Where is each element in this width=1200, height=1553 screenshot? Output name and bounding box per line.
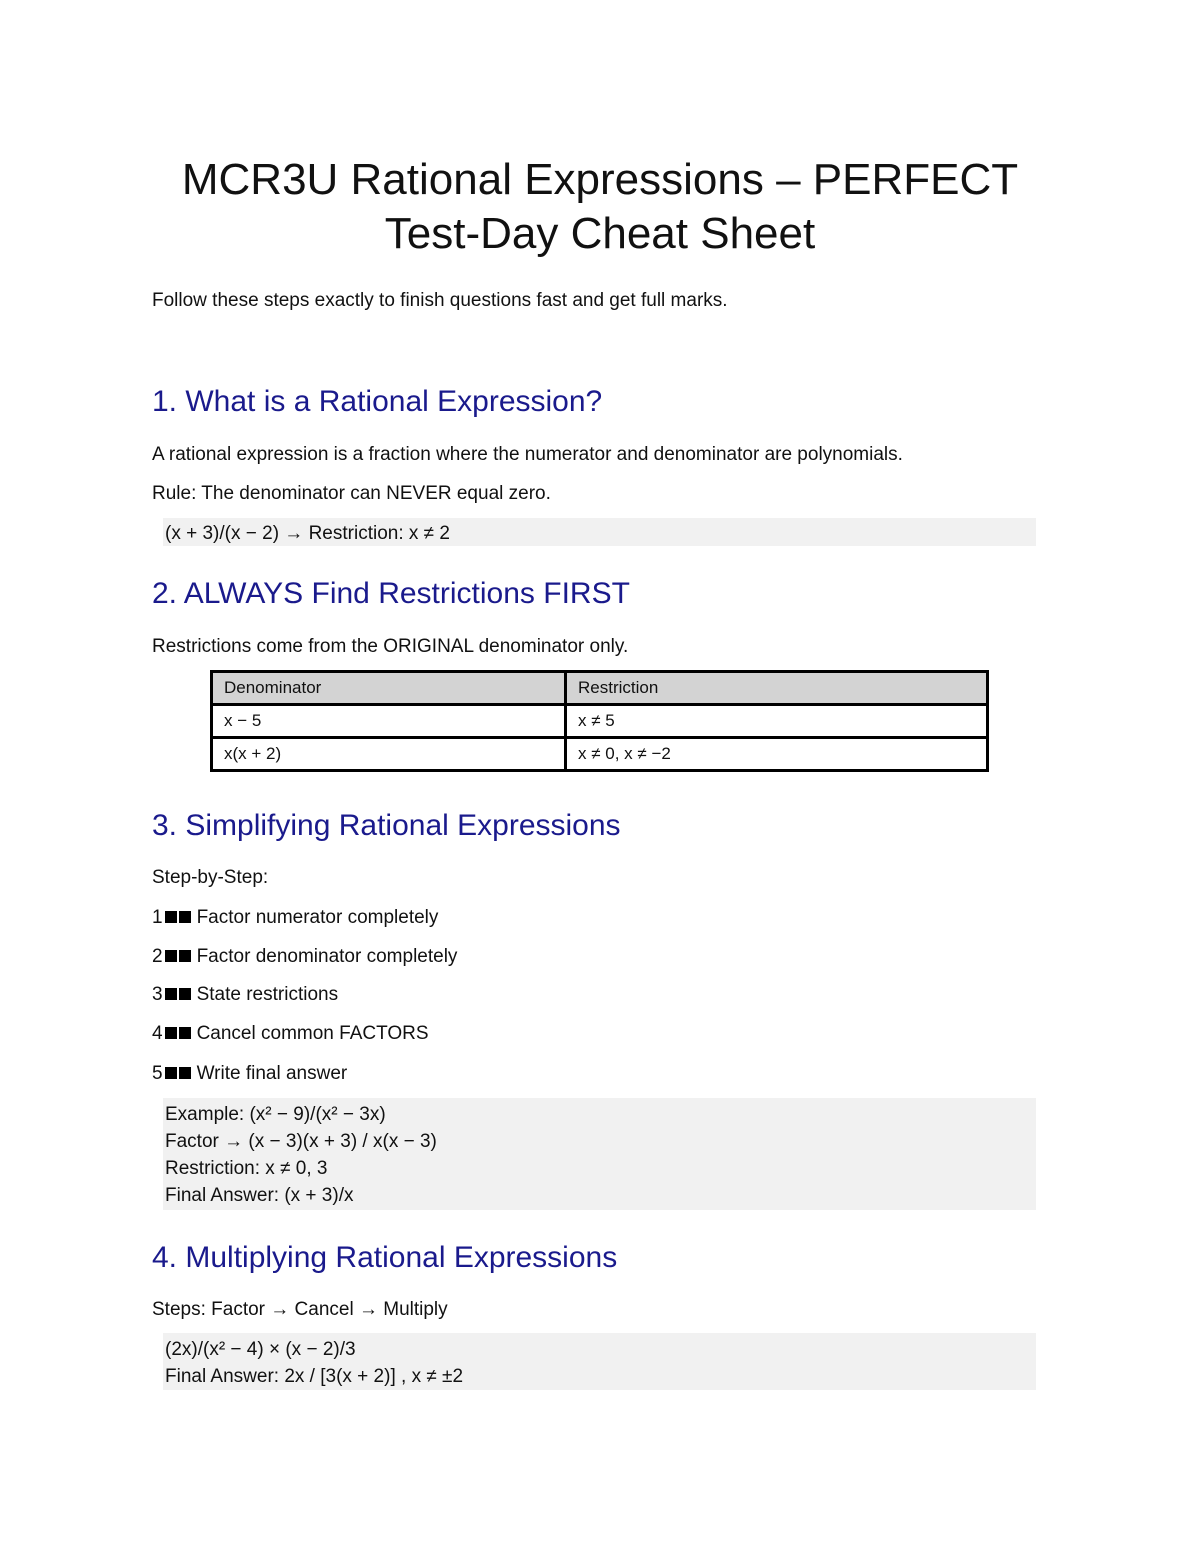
- section-4-paragraph: Steps: Factor → Cancel → Multiply: [152, 1299, 448, 1320]
- step-marker-icon: [163, 1022, 191, 1046]
- step-number: 4: [152, 1023, 163, 1044]
- section-2-paragraph: Restrictions come from the ORIGINAL denominator only.: [152, 636, 629, 657]
- step-item: [152, 945, 457, 969]
- step-item: [152, 983, 338, 1007]
- section-1-example-box: [163, 518, 1036, 546]
- table-header-denominator: Denominator: [212, 672, 566, 705]
- table-header-row: [212, 672, 988, 705]
- table-cell: x ≠ 0, x ≠ −2: [566, 738, 988, 771]
- section-4-heading: 4. Multiplying Rational Expressions: [152, 1241, 618, 1274]
- section-3-example-box: [163, 1098, 1036, 1210]
- section-2-heading: 2. ALWAYS Find Restrictions FIRST: [152, 577, 630, 610]
- table-cell: x ≠ 5: [566, 705, 988, 738]
- step-number: 1: [152, 907, 163, 928]
- step-marker-icon: [163, 983, 191, 1007]
- section-4-example-box: [163, 1333, 1036, 1390]
- step-text: Write final answer: [196, 1063, 348, 1084]
- step-item: [152, 1062, 347, 1086]
- table-cell: x − 5: [212, 705, 566, 738]
- step-text: Factor denominator completely: [196, 946, 458, 967]
- table-row: [212, 705, 988, 738]
- example-line: Example: (x² − 9)/(x² − 3x): [165, 1104, 386, 1125]
- step-number: 3: [152, 984, 163, 1005]
- section-1-heading: 1. What is a Rational Expression?: [152, 385, 603, 418]
- section-1-paragraph-1: A rational expression is a fraction where the numerator and denominator are polynomials.: [152, 444, 903, 465]
- step-text: Cancel common FACTORS: [196, 1023, 429, 1044]
- step-item: [152, 1022, 429, 1046]
- step-text: Factor numerator completely: [196, 907, 439, 928]
- step-marker-icon: [163, 906, 191, 930]
- step-marker-icon: [163, 1062, 191, 1086]
- example-line: Restriction: x ≠ 0, 3: [165, 1158, 328, 1179]
- example-line: (2x)/(x² − 4) × (x − 2)/3: [165, 1339, 356, 1360]
- table-header-restriction: Restriction: [566, 672, 988, 705]
- section-1-paragraph-2: Rule: The denominator can NEVER equal zero.: [152, 483, 551, 504]
- intro-text: Follow these steps exactly to finish questions fast and get full marks.: [152, 290, 728, 311]
- section-3-subheading: Step-by-Step:: [152, 867, 269, 888]
- title-line-1: MCR3U Rational Expressions – PERFECT: [181, 155, 1019, 204]
- restrictions-table: [210, 670, 989, 772]
- step-number: 2: [152, 946, 163, 967]
- table-cell: x(x + 2): [212, 738, 566, 771]
- title-line-2: Test-Day Cheat Sheet: [384, 209, 816, 258]
- table-row: [212, 738, 988, 771]
- step-marker-icon: [163, 945, 191, 969]
- step-item: [152, 906, 438, 930]
- section-3-heading: 3. Simplifying Rational Expressions: [152, 809, 621, 842]
- example-line: Final Answer: (x + 3)/x: [165, 1185, 354, 1206]
- example-line: Factor → (x − 3)(x + 3) / x(x − 3): [165, 1131, 437, 1152]
- step-number: 5: [152, 1063, 163, 1084]
- example-line: Final Answer: 2x / [3(x + 2)] , x ≠ ±2: [165, 1366, 464, 1387]
- section-1-example: (x + 3)/(x − 2) → Restriction: x ≠ 2: [165, 523, 450, 544]
- step-text: State restrictions: [196, 984, 339, 1005]
- document-title: [100, 153, 1100, 261]
